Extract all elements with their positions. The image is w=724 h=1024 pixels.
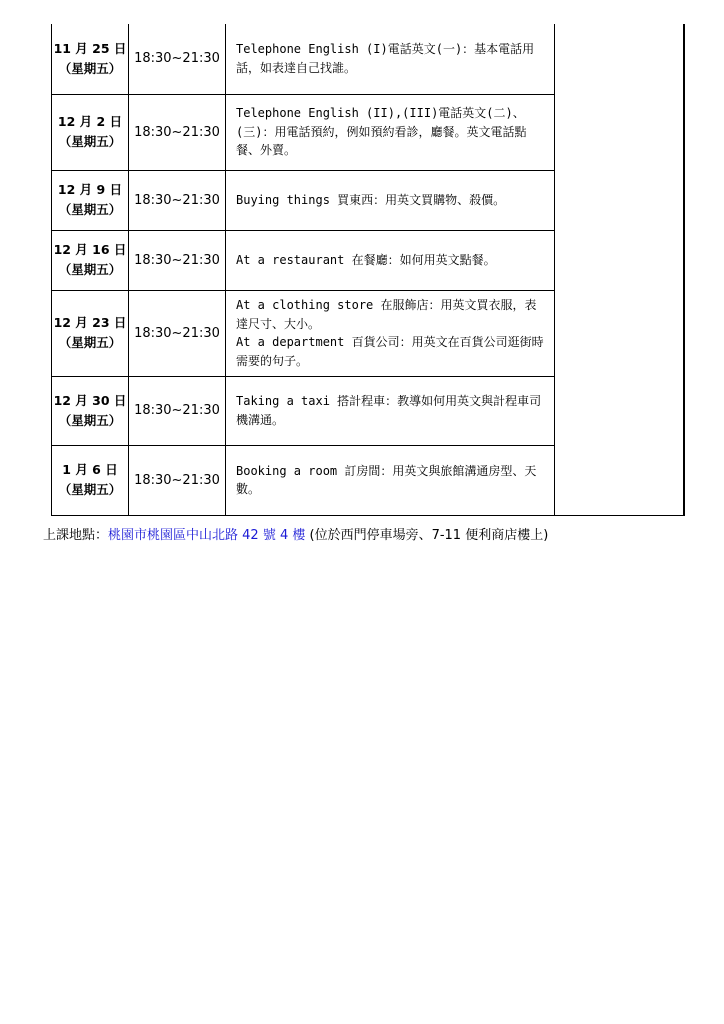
time-cell: 18:30~21:30 [129, 290, 226, 376]
date-cell [52, 445, 129, 515]
date-text: 11 月 25 日 [53, 40, 127, 56]
content-cell: Taking a taxi 搭計程車：教導如何用英文與計程車司機溝通。 [226, 376, 555, 445]
weekday-text: （星期五） [58, 202, 122, 217]
class-location [43, 524, 548, 543]
content-cell: Booking a room 訂房間：用英文與旅館溝通房型、天數。 [226, 445, 555, 515]
content-text: At a clothing store 在服飾店：用英文買衣服，表達尺寸、大小。 [236, 298, 537, 331]
content-cell: At a restaurant 在餐廳：如何用英文點餐。 [226, 230, 555, 290]
date-text: 12 月 30 日 [53, 392, 127, 408]
time-cell: 18:30~21:30 [129, 230, 226, 290]
weekday-text: （星期五） [58, 482, 122, 497]
date-cell [52, 376, 129, 445]
time-cell: 18:30~21:30 [129, 94, 226, 170]
location-address: 桃園市桃園區中山北路 42 號 4 樓 [108, 528, 306, 543]
note-cell [555, 24, 685, 515]
date-text: 12 月 2 日 [57, 114, 123, 129]
time-cell: 18:30~21:30 [129, 170, 226, 230]
date-text: 12 月 23 日 [53, 315, 127, 330]
time-cell: 18:30~21:30 [129, 376, 226, 445]
time-cell: 18:30~21:30 [129, 445, 226, 515]
content-text: At a department 百貨公司：用英文在百貨公司逛街時需要的句子。 [236, 335, 544, 368]
date-text: 12 月 9 日 [57, 182, 123, 197]
content-cell: Telephone English (II),(III)電話英文(二)、(三)：用電話預約，例如預約看診，廳餐。英文電話點餐、外賣。 [226, 94, 555, 170]
date-text: 12 月 16 日 [53, 242, 127, 257]
location-note: (位於西門停車場旁、7-11 便利商店樓上) [305, 528, 549, 543]
course-schedule-table [51, 24, 685, 516]
content-cell: Buying things 買東西：用英文買購物、殺價。 [226, 170, 555, 230]
weekday-text: （星期五） [58, 60, 122, 76]
date-text: 1 月 6 日 [62, 462, 118, 477]
weekday-text: （星期五） [58, 335, 122, 350]
weekday-text: （星期五） [58, 412, 122, 428]
date-cell [52, 24, 129, 94]
weekday-text: （星期五） [58, 262, 122, 277]
content-cell [226, 290, 555, 376]
date-cell [52, 290, 129, 376]
time-cell: 18:30~21:30 [129, 24, 226, 94]
date-cell [52, 170, 129, 230]
table-row [52, 24, 685, 94]
location-label: 上課地點： [43, 528, 109, 543]
date-cell [52, 94, 129, 170]
weekday-text: （星期五） [58, 134, 122, 149]
content-cell: Telephone English (I)電話英文(一)：基本電話用話，如表達自己找誰。 [226, 24, 555, 94]
date-cell [52, 230, 129, 290]
